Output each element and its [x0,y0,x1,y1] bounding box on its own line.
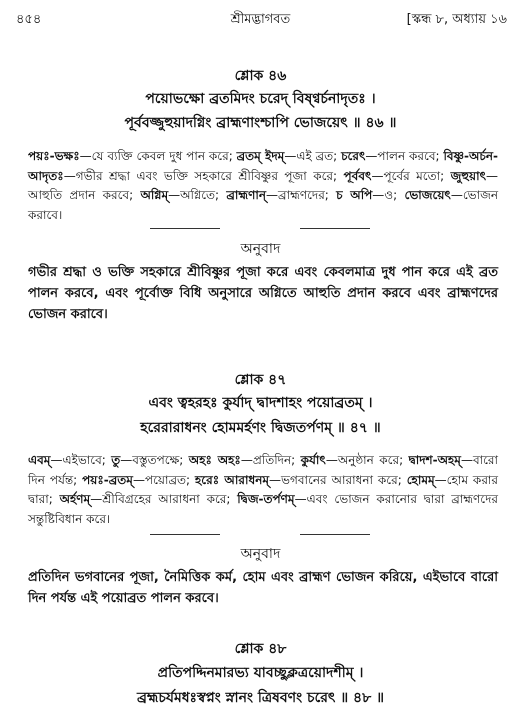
verse-46-translation: গভীর শ্রদ্ধা ও ভক্তি সহকারে শ্রীবিষ্ণুর পূজা করে এবং কেবলমাত্র দুধ পান করে এই ব্রত পালন করবে, এবং পূর্বোক্ত বিধি অনুসারে অগ্নিতে আহুতি প্রদান করবে এবং ব্রাহ্মণদের ভোজন করাবে। [28,265,498,322]
synonym-gloss: —অগ্নিতে; [168,188,227,203]
verse-47-translation: প্রতিদিন ভগবানের পূজা, নৈমিত্তিক কর্ম, হোম এবং ব্রাহ্মণ ভোজন করিয়ে, এইভাবে বারো দিন পর্যন্ত এই পয়োব্রত পালন করবে। [28,570,498,606]
synonym-gloss: —এই ব্রত; [284,149,342,163]
synonym-term: দ্বিজ-তর্পণম্ [237,492,295,507]
synonym-term: দ্বাদশ-অহম্ [408,453,461,467]
verse-47-line-2: হরেরারাধনং হোমমর্হণং দ্বিজতর্পণম্ ॥ ৪৭ ॥ [140,420,381,436]
synonym-term: তু [111,453,121,467]
synonym-term: বিষ্ণু-অর্চন-আদৃতঃ [28,149,498,183]
synonym-gloss: —আহুতি প্রদান করবে; [28,168,498,203]
synonym-gloss: —গভীর শ্রদ্ধা এবং ভক্তি সহকারে শ্রীবিষ্ণুর পূজা করে; [63,168,344,183]
book-title: শ্রীমদ্ভাগবত [230,12,291,27]
synonym-gloss: —ব্রাহ্মণদের; [266,188,337,203]
synonym-term: এবম্ [28,453,51,467]
synonym-term: অর্হণম্ [59,492,91,507]
synonym-gloss: —বারো দিন পর্যন্ত; [28,453,499,487]
synonym-gloss: —পূর্বের মতো; [371,168,451,183]
synonym-term: অগ্নিম্ [140,188,169,203]
divider-left [150,534,220,535]
synonym-term: জুহুয়াৎ [450,168,486,183]
verse-48-line-1: প্রতিপদ্দিনমারভ্য যাবচ্ছুক্লত্রয়োদশীম্ । [157,665,364,681]
synonym-gloss: —বস্তুতপক্ষে; [120,453,189,467]
synonym-gloss: —পয়োব্রত; [132,472,195,487]
synonym-gloss: —এইভাবে; [50,453,112,467]
synonym-term: পয়ঃ-ভক্ষঃ [28,149,80,163]
synonym-gloss: —এবং ভোজন করানোর দ্বারা ব্রাহ্মণদের সন্তুষ্টিবিধান করে। [28,492,499,526]
page-header [0,6,521,28]
synonym-term: পয়ঃ-ব্রতম্ [82,472,133,487]
verse-46-translation-heading: অনুবাদ [240,241,281,257]
verse-46-synonyms [28,147,498,225]
verse-48-label: শ্লোক ৪৮ [234,641,287,657]
synonym-term: ব্রাহ্মণান্ [226,188,267,203]
verse-46-line-1: পয়োভক্ষো ব্রতমিদং চরেদ্ বিষ্ণ্বর্চনাদৃতঃ । [145,91,376,107]
synonym-term: পূর্ববৎ [343,168,372,183]
synonym-gloss: —পালন করবে; [365,149,444,163]
chapter-reference: [স্কন্ধ ৮, অধ্যায় ১৬ [406,12,507,27]
synonym-term: কুর্যাৎ [300,453,326,467]
synonym-gloss: —যে ব্যক্তি কেবল দুধ পান করে; [79,149,237,163]
synonym-gloss: —ভগবানের আরাধনা করে; [269,472,407,487]
page-number: ৪৫৪ [16,12,42,27]
synonym-term: হরেঃ আরাধনম্ [194,472,270,487]
verse-47-synonyms [28,451,498,529]
verse-47-line-1: এবং ত্বহরহঃ কুর্যাদ্ দ্বাদশাহং পয়োব্রতম্ । [148,395,373,411]
synonym-gloss: —প্রতিদিন; [240,453,301,467]
synonym-gloss: —অনুষ্ঠান করে; [325,453,409,467]
synonym-term: ব্রতম্ ইদম্ [236,149,285,163]
verse-47-translation-heading: অনুবাদ [240,546,281,562]
divider-right [300,534,370,535]
synonym-term: চরেৎ [341,149,366,163]
divider-left [150,228,220,229]
synonym-term: হোমম্ [406,472,435,487]
verse-47-label: শ্লোক ৪৭ [234,372,287,388]
verse-48-line-2: ব্রহ্মচর্যমধঃস্বপ্নং স্নানং ত্রিষবণং চরেৎ ॥ ৪৮ ॥ [136,690,385,706]
synonym-term: চ অপি [336,188,373,203]
verse-46-line-2: পূর্ববজ্জুহুয়াদগ্নিং ব্রাহ্মণাংশ্চাপি ভোজয়েৎ ॥ ৪৬ ॥ [124,115,397,131]
verse-46-label: শ্লোক ৪৬ [234,68,287,84]
synonym-term: অহঃ অহঃ [188,453,241,467]
synonym-gloss: —শ্রীবিগ্রহের আরাধনা করে; [90,492,238,507]
divider-right [300,228,370,229]
synonym-gloss: —হোম করার দ্বারা; [28,472,498,507]
synonym-gloss: —ও; [372,188,405,203]
synonym-gloss: —ভোজন করাবে। [28,188,499,222]
synonym-term: ভোজয়েৎ [404,188,451,203]
